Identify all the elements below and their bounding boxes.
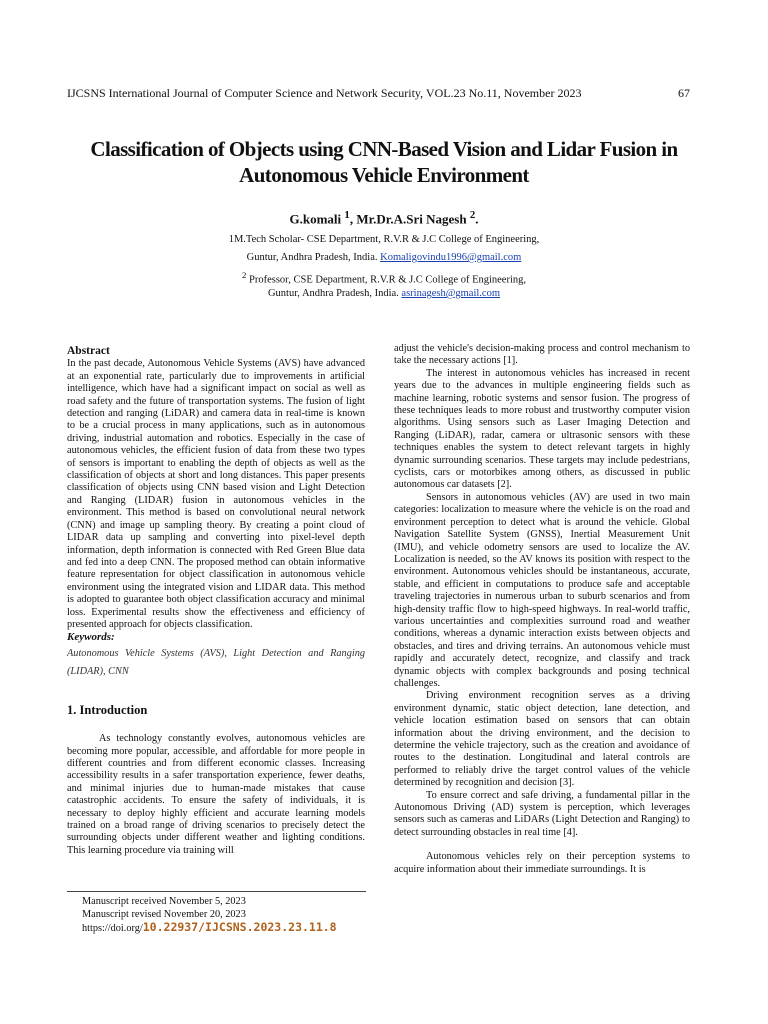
footnote [82, 895, 337, 935]
affiliation-2-location: Guntur, Andhra Pradesh, India. [267, 288, 402, 299]
affiliation-2-dept: Professor, CSE Department, R.V.R & J.C College of Engineering, [246, 274, 527, 286]
affiliation-2-line-2 [0, 288, 768, 299]
affiliation-1-line-2 [0, 252, 768, 263]
right-column [394, 343, 690, 876]
abstract-heading: Abstract [67, 345, 110, 357]
author-list-end: . [475, 211, 479, 227]
author-list [0, 209, 768, 227]
manuscript-revised: Manuscript revised November 20, 2023 [82, 909, 246, 920]
paper-title [40, 136, 728, 188]
keywords-text: Autonomous Vehicle Systems (AVS), Light Detection and Ranging (LIDAR), CNN [67, 647, 365, 677]
affiliation-1-location: Guntur, Andhra Pradesh, India. [246, 252, 381, 263]
paragraph-driving-environment: Driving environment recognition serves as a driving environment dynamic, static object detection, lane detection, and vehicle location estimation based on sensors that can obtain information about the driving environment, and the decision to determine the vehicle trajectory, such as the creation and avoidance of routes to the destination. Longitudinal and lateral controls are performed to reliably drive the target control values of the vehicle determined by recognition and decision [3]. [394, 690, 690, 789]
author-2-mark: 2 [469, 209, 476, 221]
introduction-paragraph: As technology constantly evolves, autonomous vehicles are becoming more popular, accessible, and affordable for more people in different countries and from different economic classes. Increasing accessibility results in a safer transportation experience, fewer deaths, and minimal injuries due to human-made mistakes that cause catastrophic accidents. To ensure the safety of individuals, it is necessary to deploy highly efficient and accurate learning models trained on a broad range of driving scenarios to precisely detect the surrounding objects under different weather and lighting conditions. This learning procedure via training will [67, 733, 365, 856]
author-1: G.komali [289, 211, 345, 227]
title-line-2: Autonomous Vehicle Environment [239, 163, 529, 187]
author-1-mark: 1 [344, 209, 350, 221]
footnote-divider [67, 891, 366, 892]
affiliation-2-line-1 [0, 270, 768, 286]
left-column [67, 345, 365, 857]
author-1-email-link[interactable]: Komaligovindu1996@gmail.com [380, 252, 522, 263]
paragraph-interest: The interest in autonomous vehicles has increased in recent years due to the advances in multiple engineering fields such as machine learning, robotic systems and sensor fusion. The progress of these techniques leads to more robust and trustworthy computer vision algorithms. Using sensors such as Laser Imaging Detection and Ranging (LiDAR), radar, camera or ultrasonic sensors with these techniques enables the system to detect relevant targets in highly dynamic surrounding scenarios. These targets may include pedestrians, cyclists, cars or motorbikes among others, as discussed in public autonomous car datasets [2]. [394, 367, 690, 491]
doi-line [82, 921, 337, 935]
author-2-email-link[interactable]: asrinagesh@gmail.com [401, 288, 501, 299]
journal-name: IJCSNS International Journal of Computer Science and Network Security, VOL.23 No.11, November 2023 [67, 86, 582, 100]
paragraph-sensors: Sensors in autonomous vehicles (AV) are used in two main categories: localization to measure where the vehicle is on the road and environment perception to detect what is around the vehicle. Global Navigation Satellite System (GNSS), Inertial Measurement Unit (IMU), and vehicle odometry sensors are used to localize the AV. Localization is needed, so the AV knows its position with respect to the environment. Autonomous vehicles should be instantaneous, accurate, stable, and efficient in computations to produce safe and acceptable traveling trajectories in numerous urban to suburb scenarios and from high-density traffic flow to high-speed highways. In real-world traffic, various uncertainties and complexities surround road and weather conditions, whereas a dynamic interaction exists between objects and obstacles, and tires and driving terrains. An autonomous vehicle must rapidly and accurately detect, recognize, and classify and track dynamic objects with complex backgrounds and posing technical challenges. [394, 491, 690, 689]
page-number: 67 [678, 86, 690, 100]
affiliation-1-line-1: 1M.Tech Scholar- CSE Department, R.V.R & J.C College of Engineering, [228, 234, 540, 245]
affiliation-2-mark: 2 [241, 270, 247, 280]
keywords-heading: Keywords: [67, 631, 115, 644]
section-heading-introduction: 1. Introduction [67, 702, 148, 717]
title-line-1: Classification of Objects using CNN-Based Vision and Lidar Fusion in [90, 137, 678, 161]
doi-prefix: https://doi.org/ [82, 923, 143, 934]
paragraph-perception: To ensure correct and safe driving, a fundamental pillar in the Autonomous Driving (AD) system is perception, which leverages sensors such as cameras and LiDARs (Light Detection and Ranging) to detect surrounding obstacles in real time [4]. [394, 789, 690, 838]
abstract-text: In the past decade, Autonomous Vehicle Systems (AVS) have advanced at an exponential rate, particularly due to improvements in artificial intelligence, which have had a significant impact on social as well as road safety and the future of transportation systems. The fusion of light detection and ranging (LiDAR) and camera data in real-time is known to be a crucial process in many applications, such as in autonomous driving, industrial automation and robotics. Especially in the case of autonomous vehicles, the efficient fusion of data from these two types of sensors is important to enabling the depth of objects as well as the classification of objects at short and long distances. This paper presents classification of objects using CNN based vision and Light Detection and Ranging (LIDAR) fusion in autonomous vehicles in the environment. This method is based on convolutional neural network (CNN) and image up sampling theory. By creating a point cloud of LIDAR data up sampling and converting into pixel-level depth information, depth information is connected with Red Green Blue data and fed into a deep CNN. The proposed method can obtain informative feature representation for object classification in autonomous vehicle environment using the integrated vision and LIDAR data. This method is adopted to guarantee both object classification accuracy and minimal loss. Experimental results show the effectiveness and efficiency of presented approach for objects classification. [67, 358, 365, 630]
paragraph-surroundings: Autonomous vehicles rely on their perception systems to acquire information about their immediate surroundings. It is [394, 851, 690, 875]
manuscript-received: Manuscript received November 5, 2023 [82, 896, 246, 907]
doi-link[interactable]: 10.22937/IJCSNS.2023.23.11.8 [142, 920, 337, 934]
paragraph-continuation: adjust the vehicle's decision-making process and control mechanism to take the necessary actions [1]. [394, 343, 690, 367]
author-2: , Mr.Dr.A.Sri Nagesh [349, 211, 470, 227]
paragraph-gap [394, 839, 690, 851]
